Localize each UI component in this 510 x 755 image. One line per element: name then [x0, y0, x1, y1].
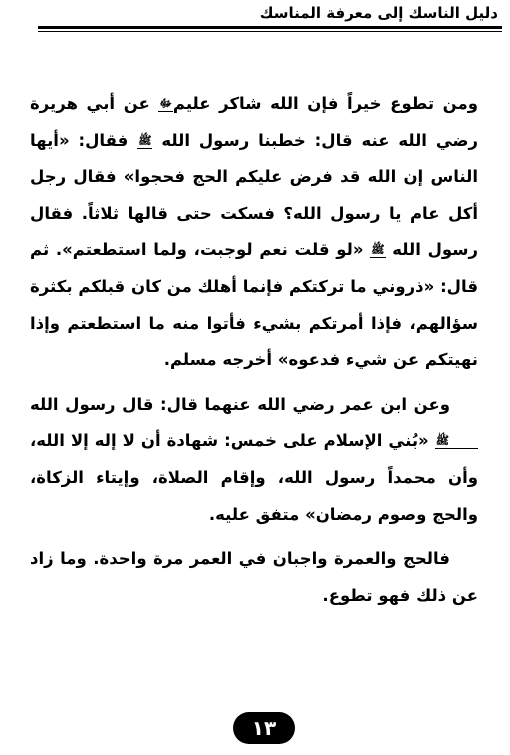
paragraph-conclusion: فالحج والعمرة واجبان في العمر مرة واحدة. وما زاد عن ذلك فهو تطوع.	[30, 549, 478, 605]
honorific-glyph: ﷺ	[138, 133, 152, 147]
text-segment: «لو قلت نعم لوجبت، ولما استطعتم». ثم قال: «ذروني ما تركتكم فإنما أهلك من كان قبلكم بكثرة سؤالهم، فإذا أمرتكم بشيء فأتوا منه ما استطعتم وإذا نهيتكم عن شيء فدعوه» أخرجه مسلم.	[30, 240, 478, 370]
book-title: دليل الناسك إلى معرفة المناسك	[259, 4, 498, 22]
text-segment: فقال: «أيها الناس إن الله قد فرض عليكم الحج فحجوا» فقال رجل أكل عام يا رسول الله؟ فسكت حتى قالها ثلاثاً. فقال رسول الله	[30, 130, 479, 260]
honorific-glyph: ﷺ	[371, 243, 385, 257]
honorific-glyph: ﷻ	[159, 97, 172, 110]
header-rule-thin	[38, 31, 502, 32]
text-segment: «بُني الإسلام على خمس: شهادة أن لا إله إلا الله، وأن محمداً رسول الله، وإقام الصلاة، وإيتاء الزكاة، والحج وصوم رمضان» متفق عليه.	[30, 431, 478, 524]
page-body	[30, 86, 478, 614]
header-rule-thick	[38, 26, 502, 29]
page-number-badge: ١٣	[233, 712, 295, 744]
paragraph-hadith-hajj	[30, 86, 478, 379]
paragraph-hadith-pillars	[30, 387, 478, 533]
running-header	[38, 2, 502, 28]
honorific-glyph: ﷺ	[435, 434, 478, 449]
text-segment: ومن تطوع خيراً فإن الله شاكر عليم	[172, 94, 479, 113]
text-segment: وعن ابن عمر رضي الله عنهما قال: قال رسول الله	[30, 394, 450, 414]
text-segment: عن أبي هريرة رضي الله عنه قال: خطبنا رسول الله	[30, 94, 478, 150]
